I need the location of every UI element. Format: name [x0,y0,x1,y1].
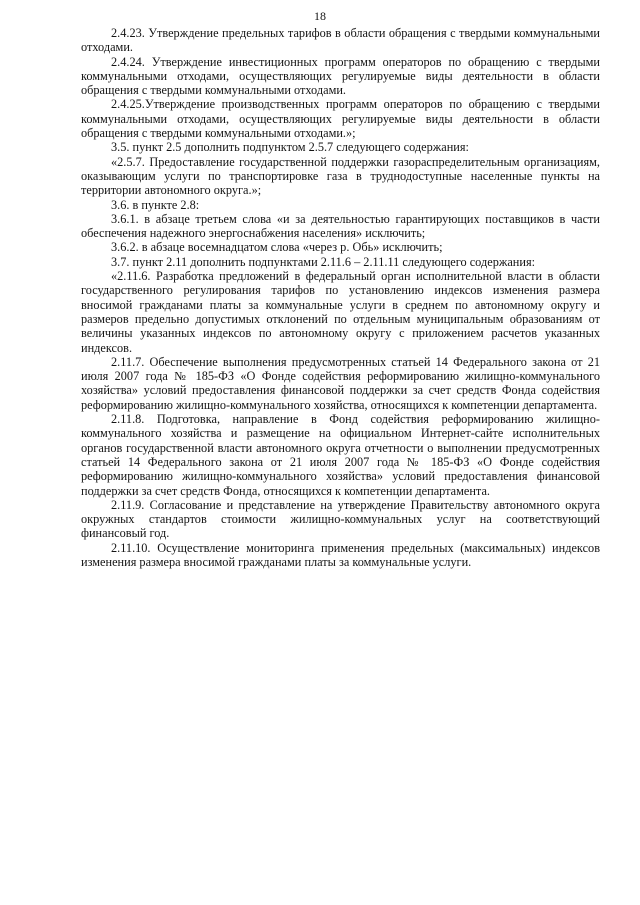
page-number: 18 [314,9,326,23]
document-body [81,26,600,569]
paragraph-3-5: 3.5. пункт 2.5 дополнить подпунктом 2.5.7 следующего содержания: [111,140,469,155]
paragraph-2-4-25: 2.4.25.Утверждение производственных программ операторов по обращению с твердыми коммунальными отходами, осуществляющих регулируемые виды деятельности в области обращения с твердыми коммунальными отходами.»; [81,97,600,141]
paragraph-2-11-10: 2.11.10. Осуществление мониторинга применения предельных (максимальных) индексов изменения размера вносимой гражданами платы за коммунальные услуги. [81,540,600,569]
paragraph-3-6: 3.6. в пункте 2.8: [111,197,200,212]
paragraph-2-11-6: «2.11.6. Разработка предложений в федеральный орган исполнительной власти в области государственного регулирования тарифов по установлению индексов изменения размера вносимой гражданами платы за коммунальные услуги в среднем по автономному округу и размеров предельно допустимых отклонений по отдельным муниципальным образованиям от величины указанных индексов по автономному округу с приложением расчетов указанных индексов. [81,269,600,355]
paragraph-3-7: 3.7. пункт 2.11 дополнить подпунктами 2.11.6 – 2.11.11 следующего содержания: [111,254,536,269]
paragraph-3-6-1: 3.6.1. в абзаце третьем слова «и за деятельностью гарантирующих поставщиков в части обеспечения надежного энергоснабжения населения» исключить; [81,211,600,241]
paragraph-2-11-8: 2.11.8. Подготовка, направление в Фонд содействия реформированию жилищно-коммунального хозяйства и размещение на официальном Интернет-сайте исполнительных органов государственной власти автономного округа отчетности о выполнении предусмотренных статьей 14 Федерального закона от 21 июля 2007 года № 185-ФЗ «О Фонде содействия реформированию жилищно-коммунального хозяйства» условий предоставления финансовой поддержки за счет средств Фонда, относящихся к компетенции департамента. [81,412,600,498]
paragraph-2-5-7: «2.5.7. Предоставление государственной поддержки газораспределительным организациям, оказывающим услуги по транспортировке газа в труднодоступные населенные пункты на территории автономного округа.»; [81,154,600,198]
paragraph-3-6-2: 3.6.2. в абзаце восемнадцатом слова «через р. Обь» исключить; [111,240,443,255]
paragraph-2-4-24: 2.4.24. Утверждение инвестиционных программ операторов по обращению с твердыми коммунальными отходами, осуществляющих регулируемые виды деятельности в области обращения с твердыми коммунальными отходами. [81,54,600,98]
paragraph-2-4-23: 2.4.23. Утверждение предельных тарифов в области обращения с твердыми коммунальными отходами. [81,26,600,55]
paragraph-2-11-9: 2.11.9. Согласование и представление на утверждение Правительству автономного округа окружных стандартов стоимости жилищно-коммунальных услуг на соответствующий финансовый год. [81,497,600,541]
paragraph-2-11-7: 2.11.7. Обеспечение выполнения предусмотренных статьей 14 Федерального закона от 21 июля 2007 года № 185-ФЗ «О Фонде содействия реформированию жилищно-коммунального хозяйства» условий предоставления финансовой поддержки за счет средств Фонда содействия реформированию жилищно-коммунального хозяйства, относящихся к компетенции департамента. [81,354,600,412]
